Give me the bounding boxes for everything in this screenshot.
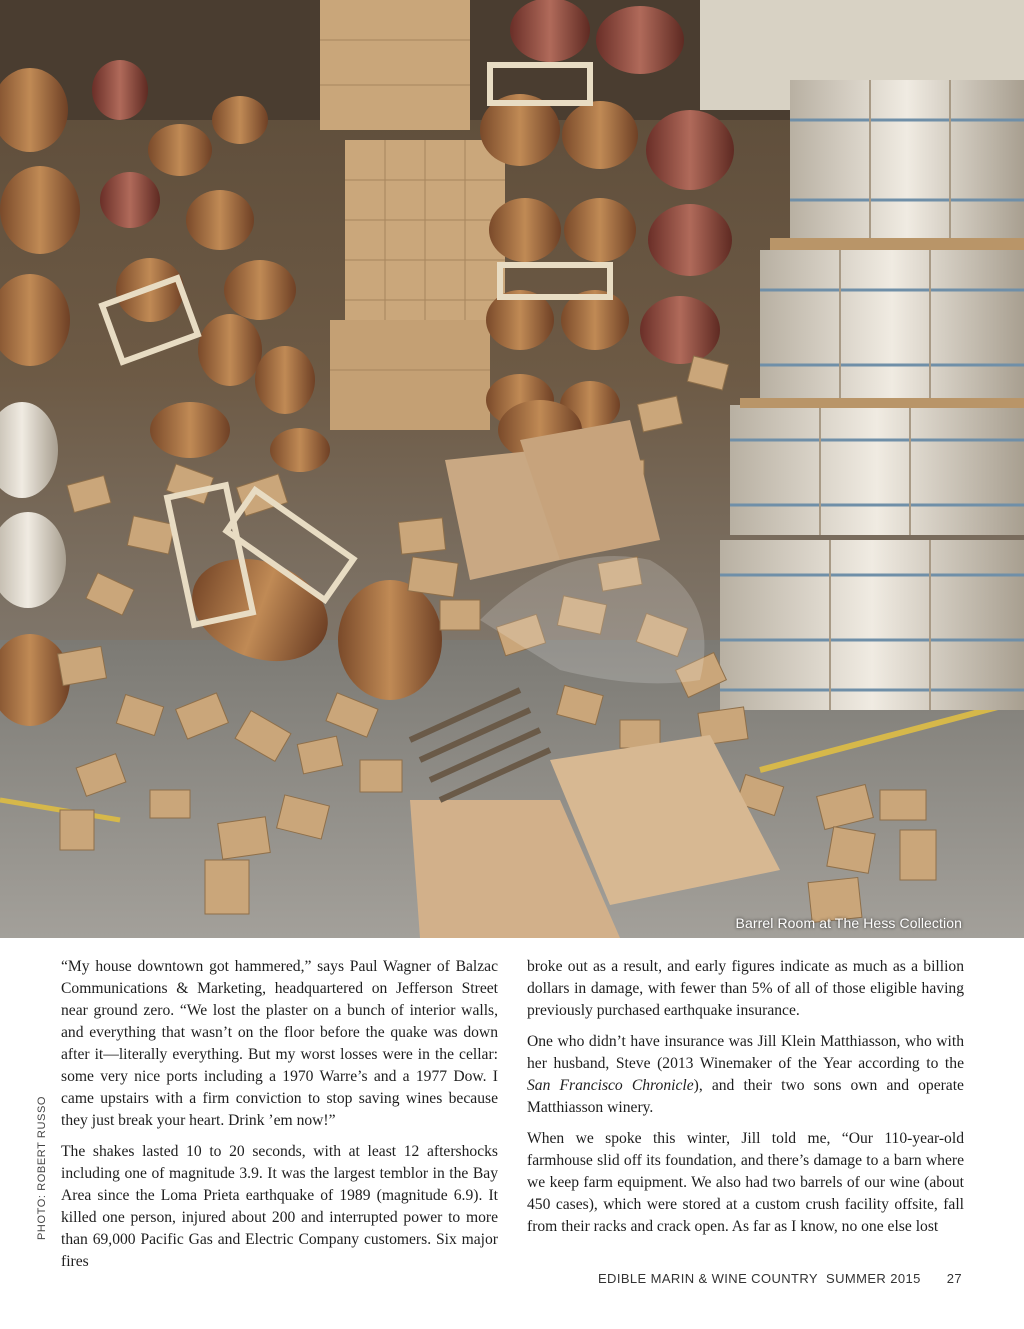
right-barrel-tower <box>720 80 1024 710</box>
paragraph-quake-stats: The shakes lasted 10 to 20 seconds, with at least 12 aftershocks including one of magnitude 3.9. It was the largest temblor in the Bay Area since the Loma Prieta earthquake of 1989 (magnitude 6.9). It killed one person, injured about 200 and interrupted power to more than 69,000 Pacific Gas and Electric Company customers. Six major fires <box>61 1143 498 1270</box>
publication-title: San Francisco Chronicle <box>527 1077 694 1094</box>
paragraph-jill-quote: When we spoke this winter, Jill told me, “Our 110-year-old farmhouse slid off its foundation, and there’s damage to a barn where we keep farm equipment. We also had two barrels of our wine (about 450 cases), which were stored at a custom crush facility offsite, fall from their racks and crack open. As far as I know, no one else lost <box>527 1130 964 1235</box>
photo-caption: Barrel Room at The Hess Collection <box>735 915 962 931</box>
article-column-left <box>61 956 498 1282</box>
matthiasson-text-a: One who didn’t have insurance was Jill Klein Matthiasson, who with her husband, Steve (2013 Winemaker of the Year according to the <box>527 1033 964 1072</box>
photo-credit: PHOTO: ROBERT RUSSO <box>36 1095 48 1240</box>
page-number: 27 <box>946 1271 962 1286</box>
article-column-right <box>527 956 964 1247</box>
paragraph-wagner-quote: “My house downtown got hammered,” says Paul Wagner of Balzac Communications & Marketing, headquartered on Jefferson Street near ground zero. “We lost the plaster on a bunch of interior walls, and everything that wasn’t on the floor before the quake was down after it—literally everything. But my worst losses were in the cellar: some very nice ports including a 1970 Warre’s and a 1977 Dow. I came upstairs with a firm conviction to stop saving wines because they just break your heart. Drink ’em now!” <box>61 958 498 1129</box>
footer-issue: SUMMER 2015 <box>826 1271 921 1286</box>
paragraph-damage: broke out as a result, and early figures indicate as much as a billion dollars in damage, with fewer than 5% of all of those eligible having previously purchased earthquake insurance. <box>527 958 964 1019</box>
footer-publication: EDIBLE MARIN & WINE COUNTRY <box>597 1271 819 1286</box>
paragraph-matthiasson <box>527 1031 964 1119</box>
matthiasson-text-b: ), and their two sons own and operate Matthiasson winery. <box>527 1077 964 1116</box>
page-footer <box>590 1271 962 1286</box>
